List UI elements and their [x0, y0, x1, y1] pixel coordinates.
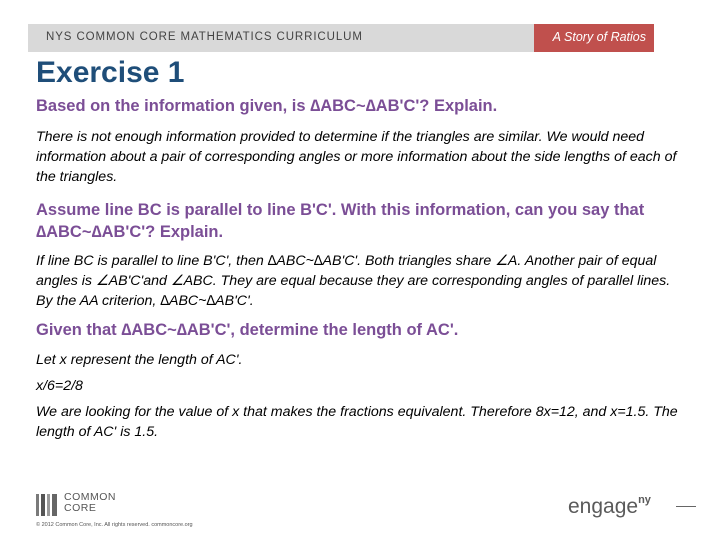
engage-superscript: ny	[638, 494, 651, 506]
engageny-logo	[568, 494, 651, 519]
question-3: Given that ∆ABC~∆AB'C', determine the length of AC'.	[36, 321, 459, 339]
logo-line-2: CORE	[64, 502, 97, 514]
answer-1: There is not enough information provided to determine if the triangles are similar. We would need information about a pair of corresponding angles or more information about the side lengths of each of the triangles.	[36, 129, 677, 185]
answer-3-line-3: We are looking for the value of x that makes the fractions equivalent. Therefore 8x=12, and x=1.5. The length of AC' is 1.5.	[36, 404, 678, 440]
answer-2: If line BC is parallel to line B'C', then ∆ABC~∆AB'C'. Both triangles share ∠A. Another pair of equal angles is ∠AB'C'and ∠ABC. They are equal because they are corresponding angles of parallel lines. By the AA criterion, ∆ABC~∆AB'C'.	[36, 253, 671, 309]
question-2: Assume line BC is parallel to line B'C'. With this information, can you say that ∆ABC~∆AB'C'? Explain.	[36, 201, 645, 241]
curriculum-label: NYS COMMON CORE MATHEMATICS CURRICULUM	[46, 31, 363, 43]
footer-rule	[676, 506, 696, 507]
common-core-logo	[36, 492, 156, 522]
question-1: Based on the information given, is ∆ABC~∆AB'C'? Explain.	[36, 97, 498, 115]
engage-text: engage	[568, 495, 639, 518]
answer-3-line-2: x/6=2/8	[36, 378, 83, 394]
page-title: Exercise 1	[36, 56, 185, 89]
answer-3-line-1: Let x represent the length of AC'.	[36, 352, 243, 368]
common-core-bars-icon	[36, 494, 60, 516]
copyright-text: © 2012 Common Core, Inc. All rights reserved. commoncore.org	[36, 522, 193, 528]
header-bar	[28, 24, 654, 52]
logo-line-1: COMMON	[64, 491, 116, 503]
header-accent-box	[534, 24, 654, 52]
series-label: A Story of Ratios	[552, 30, 646, 44]
